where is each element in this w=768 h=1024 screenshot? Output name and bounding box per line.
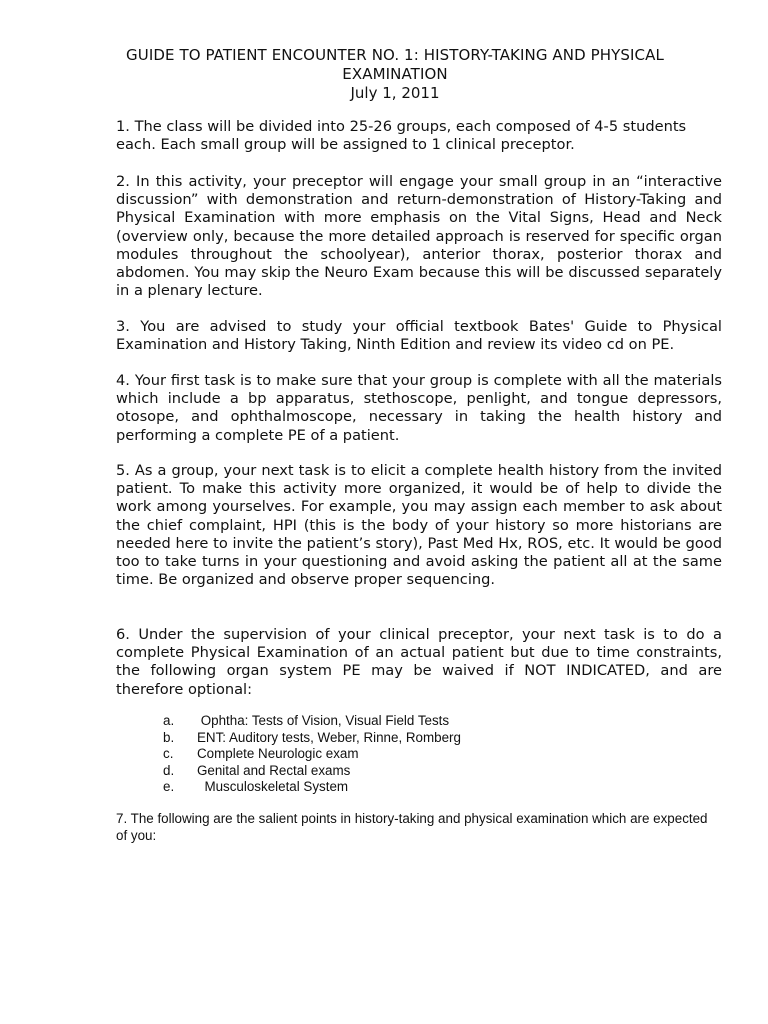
document-title-line-1: GUIDE TO PATIENT ENCOUNTER NO. 1: HISTORY-TAKING AND PHYSICAL: [126, 46, 664, 64]
paragraph-2: 2. In this activity, your preceptor will engage your small group in an “interactive discussion” with demonstration and return-demonstration of History-Taking and Physical Examination with more emphasis on the Vital Signs, Head and Neck (overview only, because the more detailed approach is reserved for specific organ modules throughout the schoolyear), anterior thorax, posterior thorax and abdomen. You may skip the Neuro Exam because this will be discussed separately in a plenary lecture.: [116, 173, 722, 300]
paragraph-3: 3. You are advised to study your official textbook Bates' Guide to Physical Examination and History Taking, Ninth Edition and review its video cd on PE.: [116, 318, 722, 354]
paragraph-4: 4. Your first task is to make sure that your group is complete with all the materials which include a bp apparatus, stethoscope, penlight, and tongue depressors, otosope, and ophthalmoscope, necessary in taking the health history and performing a complete PE of a patient.: [116, 372, 722, 444]
paragraph-6: 6. Under the supervision of your clinical preceptor, your next task is to do a complete Physical Examination of an actual patient but due to time constraints, the following organ system PE may be waived if NOT INDICATED, and are therefore optional:: [116, 626, 722, 698]
list-item-letter: a.: [163, 713, 175, 728]
list-item-text: Ophtha: Tests of Vision, Visual Field Tests: [197, 713, 450, 728]
list-item-letter: d.: [163, 762, 175, 778]
document-title-line-2: EXAMINATION: [342, 65, 448, 83]
paragraph-1: 1. The class will be divided into 25-26 groups, each composed of 4-5 students each. Each small group will be assigned to 1 clinical preceptor.: [116, 118, 687, 154]
list-item: [163, 730, 461, 747]
optional-pe-list: [163, 713, 461, 796]
paragraph-5: 5. As a group, your next task is to elicit a complete health history from the invited patient. To make this activity more organized, it would be of help to divide the work among yourselves. For example, you may assign each member to ask about the chief complaint, HPI (this is the body of your history so more historians are needed here to invite the patient’s story), Past Med Hx, ROS, etc. It would be good too to take turns in your questioning and avoid asking the patient all at the same time. Be organized and observe proper sequencing.: [116, 462, 722, 589]
list-item-letter: b.: [163, 729, 175, 745]
list-item-letter: e.: [163, 779, 175, 795]
list-item: [163, 763, 461, 780]
list-item-text: Musculoskeletal System: [197, 779, 349, 795]
list-item-text: Genital and Rectal exams: [197, 762, 351, 778]
list-item-text: ENT: Auditory tests, Weber, Rinne, Romberg: [197, 729, 461, 745]
list-item-letter: c.: [163, 746, 174, 762]
list-item: [163, 779, 461, 796]
list-item: [163, 713, 461, 730]
paragraph-7: 7. The following are the salient points in history-taking and physical examination which are expected of you:: [116, 811, 708, 843]
document-date: July 1, 2011: [350, 84, 440, 102]
list-item-text: Complete Neurologic exam: [197, 746, 359, 762]
list-item: [163, 746, 461, 763]
